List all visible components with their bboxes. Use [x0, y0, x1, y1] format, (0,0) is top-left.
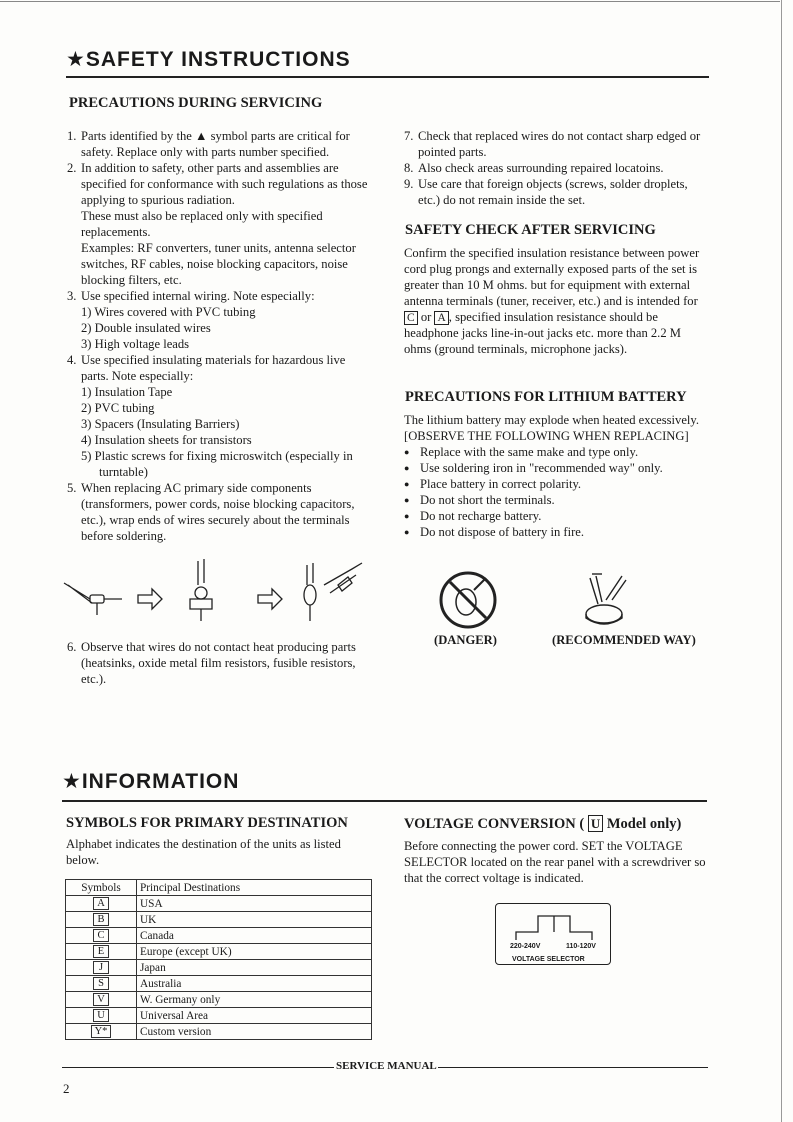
voltage-text: Before connecting the power cord. SET the VOLTAGE SELECTOR located on the rear panel with a screwdriver so that the correct voltage is indicated.: [404, 839, 706, 885]
page-top-edge: [0, 1, 780, 2]
list-item: ● Do not dispose of battery in fire.: [404, 524, 710, 540]
list-item: ● Replace with the same make and type only.: [404, 444, 710, 460]
precautions-title: PRECAUTIONS DURING SERVICING: [69, 95, 323, 111]
wire-wrap-illustration: [62, 555, 372, 625]
symbols-title: SYMBOLS FOR PRIMARY DESTINATION: [66, 815, 348, 831]
list-item: 3. Use specified internal wiring. Note especially: 1) Wires covered with PVC tubing 2) Double insulated wires 3) High voltage leads: [67, 289, 315, 351]
information-heading: ★INFORMATION: [62, 770, 240, 793]
table-row: C Canada: [66, 928, 372, 944]
table-row: Y* Custom version: [66, 1024, 372, 1040]
lithium-text: The lithium battery may explode when heated excessively. [OBSERVE THE FOLLOWING WHEN REPLACING] ● Replace with the same make and type only. ● Use soldering iron in "recommended way" only. ● Place battery in correct polarity. ● Do not short the terminals. ● Do not recharge battery. ● Do not dispose of battery in fire.: [404, 412, 710, 540]
list-item: 1. Parts identified by the ▲ symbol parts are critical for safety. Replace only with parts number specified.: [67, 129, 350, 159]
recommended-solder-icon: [572, 570, 632, 630]
voltage-title: VOLTAGE CONVERSION ( U Model only): [404, 816, 682, 832]
footer-rule-left: [62, 1067, 334, 1068]
page-right-edge: [781, 0, 782, 1122]
table-row: A USA: [66, 896, 372, 912]
table-header: Symbols Principal Destinations: [66, 880, 372, 896]
list-item: 2. In addition to safety, other parts and assemblies are specified for conformance with such regulations as those applying to spurious radiation. These must also be replaced only with specified replacements. Examples: RF converters, tuner units, antenna selector switches, RF cables, noise blocking capacitors, noise blocking filters, etc.: [67, 161, 368, 287]
symbols-text: Alphabet indicates the destination of the units as listed below.: [66, 837, 341, 867]
voltage-selector-panel: [495, 903, 611, 965]
table-row: B UK: [66, 912, 372, 928]
precautions-item-6: 6. Observe that wires do not contact heat producing parts (heatsinks, oxide metal film resistors, fusible resistors, etc.).: [67, 640, 356, 686]
safety-check-title: SAFETY CHECK AFTER SERVICING: [405, 222, 656, 238]
list-item: 7. Check that replaced wires do not contact sharp edged or pointed parts.: [404, 129, 701, 159]
danger-caption: (DANGER): [434, 633, 497, 647]
recommended-caption: (RECOMMENDED WAY): [552, 633, 696, 647]
lithium-title: PRECAUTIONS FOR LITHIUM BATTERY: [405, 389, 687, 405]
destination-c-box: C: [404, 311, 418, 325]
information-rule: [62, 800, 707, 802]
precautions-left-column: [67, 128, 373, 544]
voltage-selector-label: VOLTAGE SELECTOR: [512, 956, 585, 963]
footer-label: SERVICE MANUAL: [336, 1060, 437, 1072]
list-item: ● Do not short the terminals.: [404, 492, 710, 508]
safety-check-text: Confirm the specified insulation resistance between power cord plug prongs and externally exposed parts of the set is greater than 10 M ohms. but for equipment with external antenna terminals (tuner, receiver, etc.) and is intended for C or A , specified insulation resistance should be headphone jacks line-in-out jacks etc. more than 2.2 M ohms (ground terminals, microphone jacks).: [404, 246, 700, 356]
list-item: ● Place battery in correct polarity.: [404, 476, 710, 492]
universal-box: U: [588, 815, 603, 832]
voltage-left-label: 220-240V: [510, 943, 541, 950]
table-row: E Europe (except UK): [66, 944, 372, 960]
list-item: 9. Use care that foreign objects (screws, solder droplets, etc.) do not remain inside the set.: [404, 177, 688, 207]
safety-heading: ★SAFETY INSTRUCTIONS: [66, 48, 351, 71]
destination-a-box: A: [434, 311, 448, 325]
safety-rule: [66, 76, 709, 78]
destination-table: [65, 879, 372, 1040]
page-number: 2: [63, 1081, 70, 1096]
table-row: U Universal Area: [66, 1008, 372, 1024]
list-item: 8. Also check areas surrounding repaired locatoins.: [404, 161, 664, 175]
voltage-selector-switch: [514, 912, 594, 942]
warning-triangle-icon: ▲: [195, 129, 208, 143]
danger-prohibited-icon: [438, 570, 498, 630]
list-item: 5. When replacing AC primary side components (transformers, power cords, noise blocking capacitors, etc.), wrap ends of wires securely about the terminals before soldering.: [67, 481, 355, 543]
table-row: S Australia: [66, 976, 372, 992]
list-item: ● Use soldering iron in "recommended way" only.: [404, 460, 710, 476]
table-row: V W. Germany only: [66, 992, 372, 1008]
footer-rule-right: [438, 1067, 708, 1068]
table-row: J Japan: [66, 960, 372, 976]
precautions-right-column: [404, 128, 710, 208]
voltage-right-label: 110-120V: [566, 943, 596, 950]
list-item: 4. Use specified insulating materials for hazardous live parts. Note especially: 1) Insulation Tape 2) PVC tubing 3) Spacers (Insulating Barriers) 4) Insulation sheets for transistors 5) Plastic screws for fixing microswitch (especially in turntable): [67, 353, 353, 479]
list-item: ● Do not recharge battery.: [404, 508, 710, 524]
